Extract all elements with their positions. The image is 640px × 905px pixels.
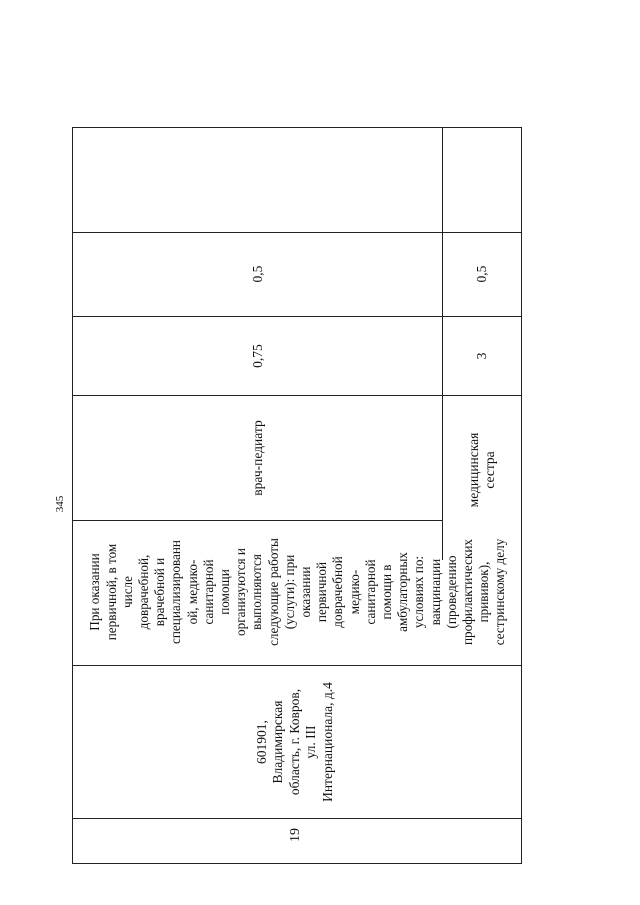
- page-number: 345: [54, 495, 66, 513]
- row-divider: [442, 127, 443, 520]
- table-border-left: [72, 127, 73, 864]
- address-cell: 601901, Владимирская область, г. Ковров, ул. III Интернационала, д.4: [253, 682, 335, 802]
- column-rule: [72, 316, 522, 317]
- position-value-a: 0,75: [249, 344, 265, 368]
- position-value-b: 0,5: [473, 265, 489, 283]
- activity-cell: При оказании первичной, в том числе доврачебной, врачебной и специализированн ой, медико- санитарной помощи организуются и выполняются следующие работы (услуги): при оказании первичной доврачебной медико- санитарной помощи в амбулаторных условиях по: вакцинации (проведению профилактических прививок), сестринскому делу: [87, 538, 508, 646]
- table-border-top: [72, 127, 522, 128]
- column-rule: [72, 395, 522, 396]
- position-title: медицинская сестра: [465, 432, 497, 508]
- table-border-bottom: [72, 863, 522, 864]
- column-rule: [72, 232, 522, 233]
- table-border-right: [521, 127, 522, 864]
- row-number: 19: [287, 828, 303, 842]
- position-title: врач-педиатр: [249, 420, 265, 496]
- position-value-b: 0,5: [249, 265, 265, 283]
- position-value-a: 3: [473, 352, 489, 360]
